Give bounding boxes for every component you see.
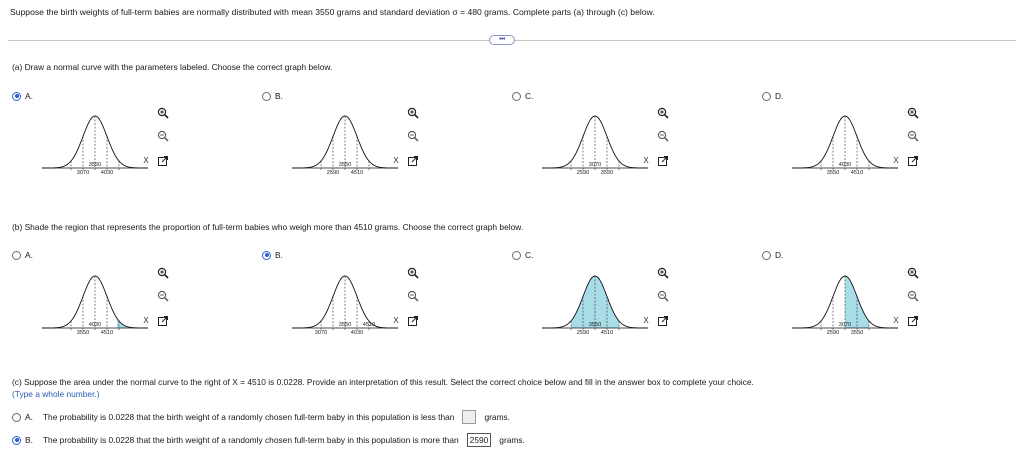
choice-unit: grams. bbox=[499, 435, 525, 445]
shaded-region bbox=[845, 276, 869, 328]
part-a-graph-a bbox=[40, 108, 150, 198]
choice-text: The probability is 0.0228 that the birth weight of a randomly chosen full-term baby in this population is more than bbox=[42, 435, 459, 445]
pop-out-icon[interactable] bbox=[907, 315, 919, 327]
option-letter: C. bbox=[525, 250, 534, 260]
part-a-option-a[interactable] bbox=[12, 91, 33, 101]
normal-curve-plot bbox=[790, 268, 900, 348]
part-c-choice-b[interactable] bbox=[12, 433, 525, 447]
radio-button[interactable] bbox=[762, 251, 771, 260]
zoom-out-icon[interactable] bbox=[657, 130, 669, 142]
normal-curve-plot bbox=[540, 108, 650, 188]
option-letter: A. bbox=[25, 250, 33, 260]
zoom-out-icon[interactable] bbox=[157, 130, 169, 142]
graph-tools bbox=[640, 107, 680, 187]
option-letter: B. bbox=[275, 250, 283, 260]
choice-letter: B. bbox=[25, 435, 33, 445]
tick-label: 2590 bbox=[826, 330, 840, 336]
tick-label: 3550 bbox=[88, 162, 102, 168]
part-b-option-a[interactable] bbox=[12, 250, 33, 260]
part-b-graph-c bbox=[540, 268, 650, 358]
tick-label: 4510 bbox=[600, 330, 614, 336]
zoom-out-icon[interactable] bbox=[157, 290, 169, 302]
tick-label: 3550 bbox=[850, 330, 864, 336]
graph-tools bbox=[890, 107, 930, 187]
option-letter: D. bbox=[775, 91, 784, 101]
tick-label: 3550 bbox=[76, 330, 90, 336]
close-icon[interactable]: X bbox=[643, 156, 649, 165]
pop-out-icon[interactable] bbox=[157, 315, 169, 327]
part-b-graph-b bbox=[290, 268, 400, 358]
radio-button-selected[interactable] bbox=[12, 92, 21, 101]
tick-label: 3550 bbox=[338, 162, 352, 168]
part-a-option-d[interactable] bbox=[762, 91, 783, 101]
tick-label: 3550 bbox=[338, 322, 352, 328]
tick-label: 4510 bbox=[100, 330, 114, 336]
choice-letter: A. bbox=[25, 412, 33, 422]
part-b-graph-a bbox=[40, 268, 150, 358]
tick-label: 2590 bbox=[576, 330, 590, 336]
zoom-in-icon[interactable] bbox=[907, 107, 919, 119]
tick-label: 3550 bbox=[600, 170, 614, 176]
normal-curve-plot bbox=[290, 108, 400, 188]
radio-button-selected[interactable] bbox=[262, 251, 271, 260]
close-icon[interactable]: X bbox=[393, 316, 399, 325]
tick-label: 4030 bbox=[100, 170, 114, 176]
part-b-option-d[interactable] bbox=[762, 250, 783, 260]
part-c-label: (c) Suppose the area under the normal curve to the right of X = 4510 is 0.0228. Provide an interpretation of this result. Select the correct choice below and fill in the answer box to complete your choice. bbox=[12, 377, 754, 387]
graph-tools bbox=[140, 267, 180, 347]
graph-tools bbox=[890, 267, 930, 347]
radio-button[interactable] bbox=[762, 92, 771, 101]
zoom-in-icon[interactable] bbox=[657, 267, 669, 279]
part-c-hint: (Type a whole number.) bbox=[12, 389, 100, 399]
zoom-out-icon[interactable] bbox=[657, 290, 669, 302]
pop-out-icon[interactable] bbox=[407, 315, 419, 327]
part-a-option-c[interactable] bbox=[512, 91, 533, 101]
tick-label: 3070 bbox=[588, 162, 602, 168]
tick-label: 4030 bbox=[88, 322, 102, 328]
close-icon[interactable]: X bbox=[393, 156, 399, 165]
pop-out-icon[interactable] bbox=[657, 315, 669, 327]
radio-button[interactable] bbox=[12, 413, 21, 422]
tick-label: 3070 bbox=[76, 170, 90, 176]
tick-label: 2590 bbox=[326, 170, 340, 176]
zoom-in-icon[interactable] bbox=[157, 107, 169, 119]
pop-out-icon[interactable] bbox=[407, 155, 419, 167]
option-letter: D. bbox=[775, 250, 784, 260]
tick-label: 4030 bbox=[350, 330, 364, 336]
zoom-in-icon[interactable] bbox=[157, 267, 169, 279]
tick-label: 3550 bbox=[588, 322, 602, 328]
zoom-in-icon[interactable] bbox=[407, 107, 419, 119]
part-b-label: (b) Shade the region that represents the proportion of full-term babies who weigh more than 4510 grams. Choose the correct graph below. bbox=[12, 222, 524, 232]
pop-out-icon[interactable] bbox=[657, 155, 669, 167]
tick-label: 4510 bbox=[350, 170, 364, 176]
tick-label: 4030 bbox=[838, 162, 852, 168]
zoom-out-icon[interactable] bbox=[907, 290, 919, 302]
option-letter: C. bbox=[525, 91, 534, 101]
close-icon[interactable]: X bbox=[893, 156, 899, 165]
normal-curve-plot bbox=[540, 268, 650, 348]
zoom-in-icon[interactable] bbox=[657, 107, 669, 119]
graph-tools bbox=[140, 107, 180, 187]
part-b-option-c[interactable] bbox=[512, 250, 533, 260]
choice-text: The probability is 0.0228 that the birth weight of a randomly chosen full-term baby in this population is less than bbox=[42, 412, 455, 422]
tick-label: 3070 bbox=[838, 322, 852, 328]
zoom-out-icon[interactable] bbox=[407, 290, 419, 302]
zoom-out-icon[interactable] bbox=[907, 130, 919, 142]
part-b-option-b[interactable] bbox=[262, 250, 283, 260]
radio-button-selected[interactable] bbox=[12, 436, 21, 445]
graph-tools bbox=[640, 267, 680, 347]
radio-button[interactable] bbox=[262, 92, 271, 101]
more-button[interactable]: ••• bbox=[489, 35, 515, 45]
zoom-in-icon[interactable] bbox=[407, 267, 419, 279]
radio-button[interactable] bbox=[12, 251, 21, 260]
pop-out-icon[interactable] bbox=[907, 155, 919, 167]
normal-curve-plot bbox=[290, 268, 400, 348]
answer-input-a[interactable] bbox=[462, 410, 476, 424]
tick-label: 3070 bbox=[314, 330, 328, 336]
radio-button[interactable] bbox=[512, 251, 521, 260]
close-icon[interactable]: X bbox=[893, 316, 899, 325]
choice-unit: grams. bbox=[484, 412, 511, 422]
part-a-graph-b bbox=[290, 108, 400, 198]
graph-tools bbox=[390, 107, 430, 187]
option-letter: A. bbox=[25, 91, 33, 101]
close-icon[interactable]: X bbox=[143, 316, 149, 325]
close-icon[interactable]: X bbox=[643, 316, 649, 325]
part-b-graph-d bbox=[790, 268, 900, 358]
part-a-graph-d bbox=[790, 108, 900, 198]
option-letter: B. bbox=[275, 91, 283, 101]
zoom-in-icon[interactable] bbox=[907, 267, 919, 279]
question-intro: Suppose the birth weights of full-term babies are normally distributed with mean 3550 grams and standard deviation σ = 480 grams. Complete parts (a) through (c) below. bbox=[10, 7, 655, 17]
normal-curve-plot bbox=[790, 108, 900, 188]
tick-label: 4510 bbox=[850, 170, 864, 176]
tick-label: 2590 bbox=[576, 170, 590, 176]
tick-label: 3550 bbox=[826, 170, 840, 176]
normal-curve-plot bbox=[40, 268, 150, 348]
answer-input-b[interactable]: 2590 bbox=[467, 433, 492, 447]
part-a-graph-c bbox=[540, 108, 650, 198]
part-a-option-b[interactable] bbox=[262, 91, 283, 101]
normal-curve-plot bbox=[40, 108, 150, 188]
zoom-out-icon[interactable] bbox=[407, 130, 419, 142]
close-icon[interactable]: X bbox=[143, 156, 149, 165]
tick-label: 4510 bbox=[362, 322, 376, 328]
radio-button[interactable] bbox=[512, 92, 521, 101]
pop-out-icon[interactable] bbox=[157, 155, 169, 167]
part-a-label: (a) Draw a normal curve with the parameters labeled. Choose the correct graph below. bbox=[12, 62, 333, 72]
graph-tools bbox=[390, 267, 430, 347]
part-c-choice-a[interactable] bbox=[12, 410, 510, 424]
